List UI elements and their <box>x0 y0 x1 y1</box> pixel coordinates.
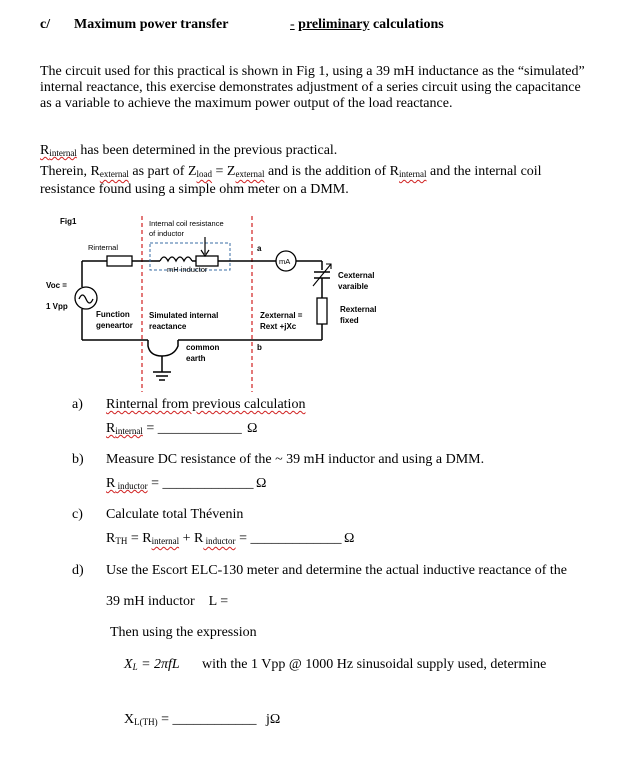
rexternal-label-1: Rexternal <box>340 305 377 314</box>
mh-inductor-label: mH inductor <box>167 265 208 274</box>
question-d-supply-text: with the 1 Vpp @ 1000 Hz sinusoidal supply used, determine <box>202 657 547 672</box>
coil-resistance-label-1: Internal coil resistance <box>149 219 224 228</box>
ammeter-label: mA <box>279 257 291 266</box>
simulated-internal-label-2: reactance <box>149 322 187 331</box>
question-a-text: Rinternal from previous calculation <box>106 397 306 412</box>
question-a-answer-line[interactable]: $R_{internal}$ = ____________ <box>106 421 242 436</box>
question-d-label: d) <box>72 563 84 578</box>
common-earth-dip <box>148 340 178 356</box>
zexternal-label-1: Zexternal = <box>260 311 303 320</box>
cexternal-label-1: Cexternal <box>338 271 375 280</box>
function-generator-label-2: geneartor <box>96 321 133 330</box>
rinternal-symbol: $R_{internal}$ <box>40 143 77 158</box>
question-b-answer-line[interactable]: R $_{inductor}$ = _____________ <box>106 476 254 491</box>
common-earth-label-2: earth <box>186 354 206 363</box>
question-c-label: c) <box>72 507 83 522</box>
cexternal-label-2: varaible <box>338 282 369 291</box>
intro-paragraph: The circuit used for this practical is shown in Fig 1, using a 39 mH inductance as the “simulated” internal reactance, this exercise demonstrates adjustment of a series circuit using the capacitance as a variable to achieve the maximum power output of the load reactance. <box>40 64 585 111</box>
node-a-label: a <box>257 244 262 253</box>
question-d-text: Use the Escort ELC-130 meter and determine the actual inductive reactance of the <box>106 563 568 578</box>
vpp-label: 1 Vpp <box>46 302 68 311</box>
fig-label: Fig1 <box>60 217 77 226</box>
section-label: c/ <box>40 17 51 32</box>
rinternal-label: Rinternal <box>88 243 119 252</box>
heading-calculations: calculations <box>372 17 444 32</box>
reactance-formula: $X_L = 2\pi fL$ <box>124 657 180 672</box>
question-d-unit: jΩ <box>266 712 281 727</box>
heading-dash: - <box>290 17 295 32</box>
simulated-internal-label-1: Simulated internal <box>149 311 219 320</box>
zexternal-label-2: Rext +jXc <box>260 322 297 331</box>
question-c-answer-line[interactable]: $R_{TH} = R_{internal} + R$ $_{inductor}$ = _____________ <box>106 531 342 546</box>
question-d-then: Then using the expression <box>110 625 257 640</box>
question-a-unit: Ω <box>247 421 258 436</box>
therein-paragraph: Therein, $R_{external}$ as part of $Z_{load} = Z_{external}$ and is the addition of $R_{internal}$ and the internal coil resistance found using a simple ohm meter on a DMM. <box>40 164 542 197</box>
heading-preliminary: preliminary <box>298 17 370 32</box>
voc-label: Voc = <box>46 281 67 290</box>
rinternal-resistor <box>107 256 132 266</box>
question-a-label: a) <box>72 397 83 412</box>
page-title: Maximum power transfer <box>74 17 229 32</box>
inductor-coil <box>160 257 192 261</box>
question-c-unit: Ω <box>344 531 355 546</box>
question-c-text: Calculate total Thévenin <box>106 507 244 522</box>
question-d-answer-line[interactable]: $X_{L(TH)}$ = ____________ <box>124 712 257 727</box>
question-b-label: b) <box>72 452 84 467</box>
node-b-label: b <box>257 343 262 352</box>
rexternal-label-2: fixed <box>340 316 359 325</box>
function-generator-label-1: Function <box>96 310 130 319</box>
question-b-unit: Ω <box>256 476 267 491</box>
question-b-text: Measure DC resistance of the ~ 39 mH inductor and using a DMM. <box>106 452 485 467</box>
common-earth-label-1: common <box>186 343 220 352</box>
rexternal-resistor <box>317 298 327 324</box>
rinternal-sentence: $R_{internal}$ has been determined in the previous practical. <box>40 143 338 158</box>
coil-resistance-label-2: of inductor <box>149 229 185 238</box>
question-d-inductor-line[interactable]: 39 mH inductor L = <box>106 594 229 609</box>
